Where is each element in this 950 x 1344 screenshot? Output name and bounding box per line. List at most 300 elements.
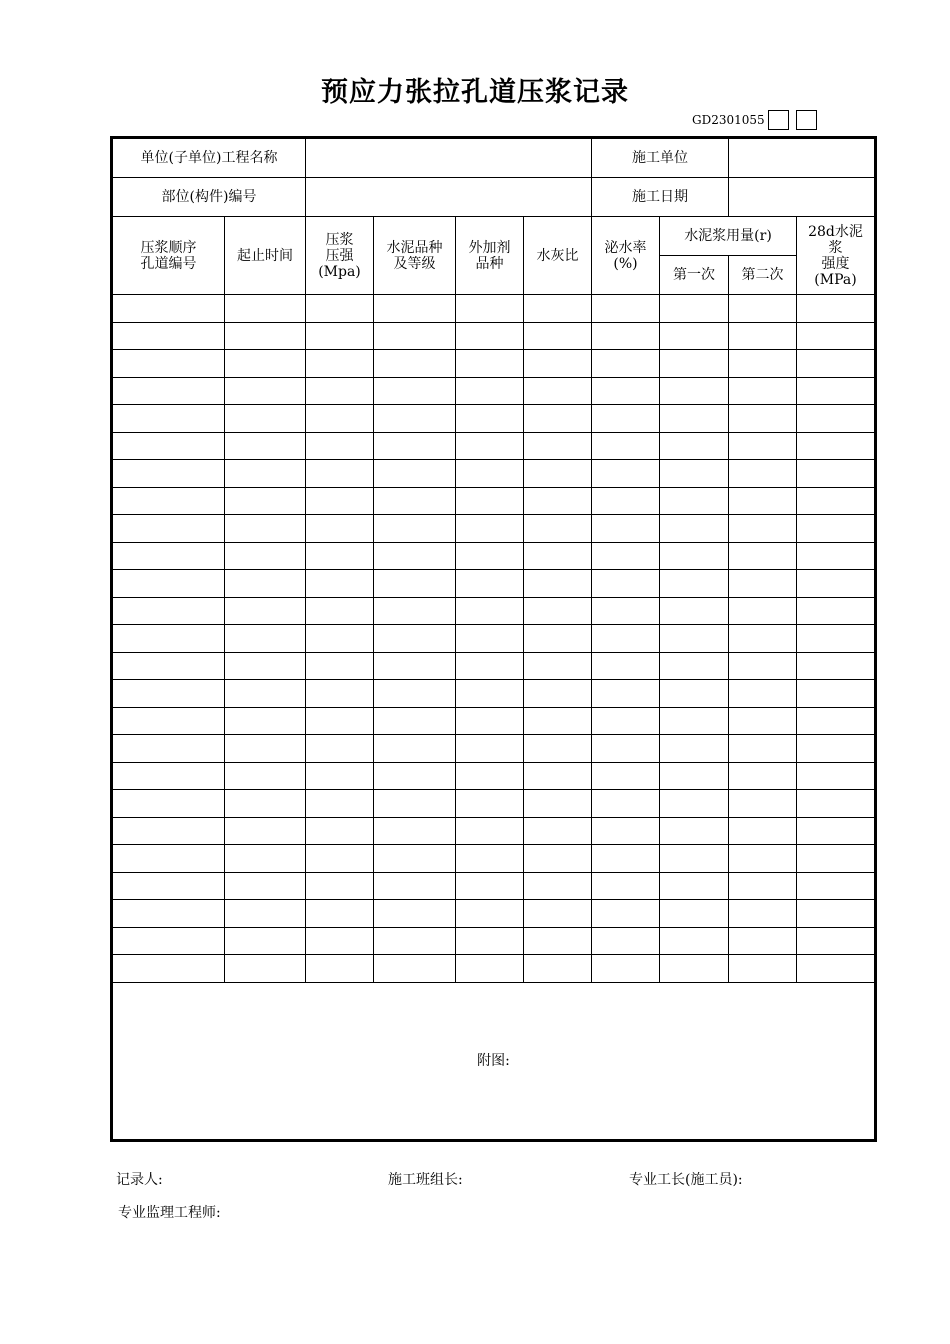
table-cell[interactable] <box>225 680 306 708</box>
table-cell[interactable] <box>797 680 876 708</box>
grouting-record-table <box>110 136 877 1142</box>
table-cell[interactable] <box>374 460 456 488</box>
table-cell[interactable] <box>112 955 225 983</box>
table-cell[interactable] <box>729 845 797 873</box>
table-cell[interactable] <box>374 872 456 900</box>
table-cell[interactable] <box>729 570 797 598</box>
table-cell[interactable] <box>225 762 306 790</box>
table-cell[interactable] <box>225 460 306 488</box>
table-cell[interactable] <box>306 432 374 460</box>
table-cell[interactable] <box>374 487 456 515</box>
table-cell[interactable] <box>225 817 306 845</box>
table-cell[interactable] <box>374 377 456 405</box>
table-cell[interactable] <box>729 955 797 983</box>
table-cell[interactable] <box>729 707 797 735</box>
table-row <box>112 817 876 845</box>
table-cell[interactable] <box>225 900 306 928</box>
table-cell[interactable] <box>374 432 456 460</box>
attachment-area[interactable] <box>112 982 876 1140</box>
table-cell[interactable] <box>592 927 660 955</box>
table-cell[interactable] <box>660 927 729 955</box>
table-cell[interactable] <box>660 845 729 873</box>
table-cell[interactable] <box>524 405 592 433</box>
table-cell[interactable] <box>592 872 660 900</box>
table-cell[interactable] <box>524 377 592 405</box>
table-row <box>112 735 876 763</box>
table-cell[interactable] <box>592 900 660 928</box>
table-cell[interactable] <box>374 625 456 653</box>
table-cell[interactable] <box>306 542 374 570</box>
table-cell[interactable] <box>306 625 374 653</box>
table-cell[interactable] <box>729 735 797 763</box>
table-cell[interactable] <box>112 377 225 405</box>
col-header-bleeding-l2: (%) <box>613 255 638 272</box>
table-cell[interactable] <box>660 817 729 845</box>
table-cell[interactable] <box>660 487 729 515</box>
table-cell[interactable] <box>306 735 374 763</box>
table-cell[interactable] <box>456 900 524 928</box>
construction-unit-label: 施工单位 <box>592 138 729 178</box>
table-cell[interactable] <box>797 845 876 873</box>
table-cell[interactable] <box>225 625 306 653</box>
table-cell[interactable] <box>524 322 592 350</box>
col-header-28d-strength-l1: 28d水泥 <box>808 223 863 240</box>
table-cell[interactable] <box>112 487 225 515</box>
table-cell[interactable] <box>225 542 306 570</box>
table-cell[interactable] <box>592 652 660 680</box>
table-row <box>112 487 876 515</box>
table-cell[interactable] <box>306 322 374 350</box>
table-cell[interactable] <box>592 707 660 735</box>
table-cell[interactable] <box>729 377 797 405</box>
table-cell[interactable] <box>524 350 592 378</box>
table-cell[interactable] <box>797 927 876 955</box>
table-cell[interactable] <box>797 872 876 900</box>
table-cell[interactable] <box>306 295 374 323</box>
table-cell[interactable] <box>306 680 374 708</box>
table-cell[interactable] <box>660 405 729 433</box>
table-cell[interactable] <box>306 790 374 818</box>
table-cell[interactable] <box>306 597 374 625</box>
table-cell[interactable] <box>729 405 797 433</box>
table-cell[interactable] <box>592 570 660 598</box>
col-header-admixture-l2: 品种 <box>475 255 504 272</box>
col-header-28d-strength-l3: 强度 <box>821 255 850 272</box>
table-cell[interactable] <box>660 652 729 680</box>
col-header-grout-usage: 水泥浆用量(r) <box>660 217 797 256</box>
table-cell[interactable] <box>660 872 729 900</box>
table-cell[interactable] <box>112 762 225 790</box>
table-cell[interactable] <box>524 872 592 900</box>
page-title: 预应力张拉孔道压浆记录 <box>321 77 629 108</box>
table-row <box>112 322 876 350</box>
table-cell[interactable] <box>729 322 797 350</box>
table-cell[interactable] <box>797 625 876 653</box>
table-cell[interactable] <box>112 295 225 323</box>
table-cell[interactable] <box>456 927 524 955</box>
table-cell[interactable] <box>660 625 729 653</box>
col-header-pressure <box>306 217 374 295</box>
table-cell[interactable] <box>797 487 876 515</box>
table-cell[interactable] <box>374 955 456 983</box>
table-cell[interactable] <box>592 790 660 818</box>
code-box-1[interactable] <box>768 110 789 130</box>
table-cell[interactable] <box>456 680 524 708</box>
table-cell[interactable] <box>524 955 592 983</box>
table-cell[interactable] <box>797 652 876 680</box>
table-cell[interactable] <box>456 817 524 845</box>
table-cell[interactable] <box>374 707 456 735</box>
table-cell[interactable] <box>729 927 797 955</box>
table-cell[interactable] <box>112 322 225 350</box>
table-cell[interactable] <box>374 405 456 433</box>
table-cell[interactable] <box>660 377 729 405</box>
table-cell[interactable] <box>797 405 876 433</box>
table-row <box>112 432 876 460</box>
table-cell[interactable] <box>306 350 374 378</box>
table-cell[interactable] <box>592 680 660 708</box>
table-cell[interactable] <box>524 432 592 460</box>
table-cell[interactable] <box>660 432 729 460</box>
table-cell[interactable] <box>306 817 374 845</box>
table-cell[interactable] <box>374 735 456 763</box>
table-cell[interactable] <box>797 817 876 845</box>
table-cell[interactable] <box>456 735 524 763</box>
table-cell[interactable] <box>524 295 592 323</box>
table-cell[interactable] <box>524 927 592 955</box>
table-cell[interactable] <box>374 350 456 378</box>
table-cell[interactable] <box>374 322 456 350</box>
table-cell[interactable] <box>112 790 225 818</box>
table-cell[interactable] <box>225 845 306 873</box>
table-cell[interactable] <box>112 432 225 460</box>
table-cell[interactable] <box>456 845 524 873</box>
table-cell[interactable] <box>660 460 729 488</box>
table-cell[interactable] <box>456 570 524 598</box>
table-cell[interactable] <box>524 570 592 598</box>
table-row <box>112 570 876 598</box>
table-cell[interactable] <box>660 735 729 763</box>
table-cell[interactable] <box>456 597 524 625</box>
table-cell[interactable] <box>592 542 660 570</box>
table-cell[interactable] <box>225 597 306 625</box>
table-cell[interactable] <box>306 487 374 515</box>
table-cell[interactable] <box>456 350 524 378</box>
table-cell[interactable] <box>729 790 797 818</box>
table-cell[interactable] <box>456 707 524 735</box>
table-cell[interactable] <box>592 322 660 350</box>
table-cell[interactable] <box>112 542 225 570</box>
table-cell[interactable] <box>729 680 797 708</box>
table-cell[interactable] <box>456 872 524 900</box>
col-header-admixture-l1: 外加剂 <box>468 239 511 256</box>
table-cell[interactable] <box>660 295 729 323</box>
table-cell[interactable] <box>729 487 797 515</box>
table-cell[interactable] <box>456 377 524 405</box>
col-header-28d-strength <box>797 217 876 295</box>
table-cell[interactable] <box>112 652 225 680</box>
table-cell[interactable] <box>797 322 876 350</box>
table-cell[interactable] <box>660 542 729 570</box>
table-cell[interactable] <box>524 845 592 873</box>
table-cell[interactable] <box>306 762 374 790</box>
table-cell[interactable] <box>112 405 225 433</box>
table-cell[interactable] <box>729 817 797 845</box>
table-cell[interactable] <box>225 955 306 983</box>
table-cell[interactable] <box>225 322 306 350</box>
col-header-cement-type-l2: 及等级 <box>393 255 436 272</box>
table-cell[interactable] <box>592 460 660 488</box>
col-header-admixture <box>456 217 524 295</box>
table-cell[interactable] <box>456 652 524 680</box>
table-cell[interactable] <box>112 460 225 488</box>
table-cell[interactable] <box>306 515 374 543</box>
table-cell[interactable] <box>592 955 660 983</box>
col-header-sequence-l2: 孔道编号 <box>140 255 197 272</box>
table-cell[interactable] <box>374 652 456 680</box>
table-cell[interactable] <box>306 927 374 955</box>
table-cell[interactable] <box>225 377 306 405</box>
table-cell[interactable] <box>112 872 225 900</box>
table-cell[interactable] <box>797 597 876 625</box>
table-cell[interactable] <box>225 432 306 460</box>
table-cell[interactable] <box>306 845 374 873</box>
table-cell[interactable] <box>225 652 306 680</box>
col-header-cement-type <box>374 217 456 295</box>
table-cell[interactable] <box>112 515 225 543</box>
table-cell[interactable] <box>592 735 660 763</box>
table-cell[interactable] <box>456 295 524 323</box>
col-header-pressure-l2: 压强 <box>325 247 354 264</box>
table-cell[interactable] <box>306 872 374 900</box>
table-cell[interactable] <box>524 460 592 488</box>
table-cell[interactable] <box>524 487 592 515</box>
table-cell[interactable] <box>374 900 456 928</box>
construction-date-label: 施工日期 <box>592 178 729 217</box>
table-cell[interactable] <box>524 515 592 543</box>
table-cell[interactable] <box>112 845 225 873</box>
table-cell[interactable] <box>112 900 225 928</box>
table-cell[interactable] <box>524 762 592 790</box>
table-cell[interactable] <box>660 322 729 350</box>
table-cell[interactable] <box>592 432 660 460</box>
table-cell[interactable] <box>729 597 797 625</box>
table-cell[interactable] <box>729 652 797 680</box>
table-cell[interactable] <box>374 845 456 873</box>
table-cell[interactable] <box>374 762 456 790</box>
table-cell[interactable] <box>112 927 225 955</box>
table-cell[interactable] <box>524 790 592 818</box>
table-cell[interactable] <box>225 872 306 900</box>
table-row <box>112 680 876 708</box>
table-cell[interactable] <box>225 790 306 818</box>
table-cell[interactable] <box>374 817 456 845</box>
table-cell[interactable] <box>729 900 797 928</box>
table-cell[interactable] <box>797 570 876 598</box>
team-leader-label: 施工班组长: <box>388 1172 463 1188</box>
table-cell[interactable] <box>306 405 374 433</box>
table-cell[interactable] <box>729 762 797 790</box>
table-cell[interactable] <box>524 735 592 763</box>
table-cell[interactable] <box>112 817 225 845</box>
table-cell[interactable] <box>225 927 306 955</box>
table-cell[interactable] <box>456 542 524 570</box>
table-cell[interactable] <box>797 790 876 818</box>
table-cell[interactable] <box>729 515 797 543</box>
table-cell[interactable] <box>306 900 374 928</box>
table-cell[interactable] <box>374 542 456 570</box>
recorder-label: 记录人: <box>116 1172 163 1188</box>
table-cell[interactable] <box>456 762 524 790</box>
table-cell[interactable] <box>456 322 524 350</box>
table-cell[interactable] <box>112 735 225 763</box>
table-cell[interactable] <box>660 955 729 983</box>
table-cell[interactable] <box>524 597 592 625</box>
table-cell[interactable] <box>524 652 592 680</box>
table-cell[interactable] <box>592 625 660 653</box>
table-cell[interactable] <box>306 707 374 735</box>
table-cell[interactable] <box>797 542 876 570</box>
table-cell[interactable] <box>456 487 524 515</box>
table-cell[interactable] <box>797 955 876 983</box>
table-cell[interactable] <box>456 790 524 818</box>
table-cell[interactable] <box>306 377 374 405</box>
table-cell[interactable] <box>112 350 225 378</box>
col-header-sequence-l1: 压浆顺序 <box>140 239 197 256</box>
table-cell[interactable] <box>225 570 306 598</box>
table-cell[interactable] <box>225 707 306 735</box>
table-cell[interactable] <box>660 515 729 543</box>
table-cell[interactable] <box>660 790 729 818</box>
table-cell[interactable] <box>306 652 374 680</box>
table-row <box>112 377 876 405</box>
table-cell[interactable] <box>112 597 225 625</box>
table-cell[interactable] <box>306 460 374 488</box>
table-cell[interactable] <box>797 762 876 790</box>
construction-date-field[interactable] <box>729 178 876 217</box>
table-cell[interactable] <box>456 460 524 488</box>
table-cell[interactable] <box>592 515 660 543</box>
table-cell[interactable] <box>524 542 592 570</box>
table-cell[interactable] <box>306 955 374 983</box>
table-cell[interactable] <box>374 570 456 598</box>
table-cell[interactable] <box>374 597 456 625</box>
table-row <box>112 872 876 900</box>
table-cell[interactable] <box>729 350 797 378</box>
table-cell[interactable] <box>374 790 456 818</box>
code-box-2[interactable] <box>796 110 817 130</box>
table-row <box>112 542 876 570</box>
table-row <box>112 460 876 488</box>
table-cell[interactable] <box>225 350 306 378</box>
table-cell[interactable] <box>729 542 797 570</box>
table-cell[interactable] <box>660 680 729 708</box>
table-row <box>112 790 876 818</box>
col-header-28d-strength-l2: 浆 <box>828 239 843 256</box>
construction-unit-field[interactable] <box>729 138 876 178</box>
table-row <box>112 515 876 543</box>
table-cell[interactable] <box>660 707 729 735</box>
table-cell[interactable] <box>225 735 306 763</box>
table-cell[interactable] <box>729 625 797 653</box>
table-cell[interactable] <box>225 295 306 323</box>
table-cell[interactable] <box>797 515 876 543</box>
table-row <box>112 927 876 955</box>
table-cell[interactable] <box>374 680 456 708</box>
part-field[interactable] <box>306 178 592 217</box>
form-code: GD2301055 <box>692 113 765 127</box>
table-cell[interactable] <box>592 377 660 405</box>
table-cell[interactable] <box>524 625 592 653</box>
table-row <box>112 845 876 873</box>
table-cell[interactable] <box>660 597 729 625</box>
table-cell[interactable] <box>729 432 797 460</box>
table-cell[interactable] <box>797 432 876 460</box>
table-cell[interactable] <box>374 515 456 543</box>
table-cell[interactable] <box>729 295 797 323</box>
table-cell[interactable] <box>524 900 592 928</box>
table-cell[interactable] <box>225 487 306 515</box>
table-cell[interactable] <box>225 405 306 433</box>
table-cell[interactable] <box>660 570 729 598</box>
table-cell[interactable] <box>797 350 876 378</box>
table-row <box>112 625 876 653</box>
table-cell[interactable] <box>374 927 456 955</box>
table-cell[interactable] <box>524 707 592 735</box>
unit-project-label: 单位(子单位)工程名称 <box>112 138 306 178</box>
table-cell[interactable] <box>592 487 660 515</box>
table-cell[interactable] <box>374 295 456 323</box>
table-cell[interactable] <box>592 845 660 873</box>
table-cell[interactable] <box>797 377 876 405</box>
table-cell[interactable] <box>729 872 797 900</box>
table-cell[interactable] <box>456 515 524 543</box>
table-cell[interactable] <box>797 707 876 735</box>
table-cell[interactable] <box>797 735 876 763</box>
col-header-wc-ratio: 水灰比 <box>524 217 592 295</box>
table-row <box>112 762 876 790</box>
table-cell[interactable] <box>456 625 524 653</box>
table-cell[interactable] <box>797 900 876 928</box>
table-cell[interactable] <box>729 460 797 488</box>
table-cell[interactable] <box>660 350 729 378</box>
table-cell[interactable] <box>112 680 225 708</box>
table-cell[interactable] <box>456 955 524 983</box>
col-header-pressure-l1: 压浆 <box>325 231 354 248</box>
table-cell[interactable] <box>797 460 876 488</box>
table-cell[interactable] <box>592 350 660 378</box>
table-cell[interactable] <box>592 405 660 433</box>
table-cell[interactable] <box>660 762 729 790</box>
table-cell[interactable] <box>592 597 660 625</box>
table-cell[interactable] <box>592 295 660 323</box>
table-cell[interactable] <box>660 900 729 928</box>
table-cell[interactable] <box>306 570 374 598</box>
table-cell[interactable] <box>112 570 225 598</box>
table-cell[interactable] <box>592 762 660 790</box>
table-cell[interactable] <box>456 405 524 433</box>
table-cell[interactable] <box>112 707 225 735</box>
unit-project-field[interactable] <box>306 138 592 178</box>
table-cell[interactable] <box>225 515 306 543</box>
table-row <box>112 707 876 735</box>
table-cell[interactable] <box>797 295 876 323</box>
table-cell[interactable] <box>456 432 524 460</box>
table-cell[interactable] <box>112 625 225 653</box>
table-cell[interactable] <box>524 680 592 708</box>
table-cell[interactable] <box>524 817 592 845</box>
table-cell[interactable] <box>592 817 660 845</box>
